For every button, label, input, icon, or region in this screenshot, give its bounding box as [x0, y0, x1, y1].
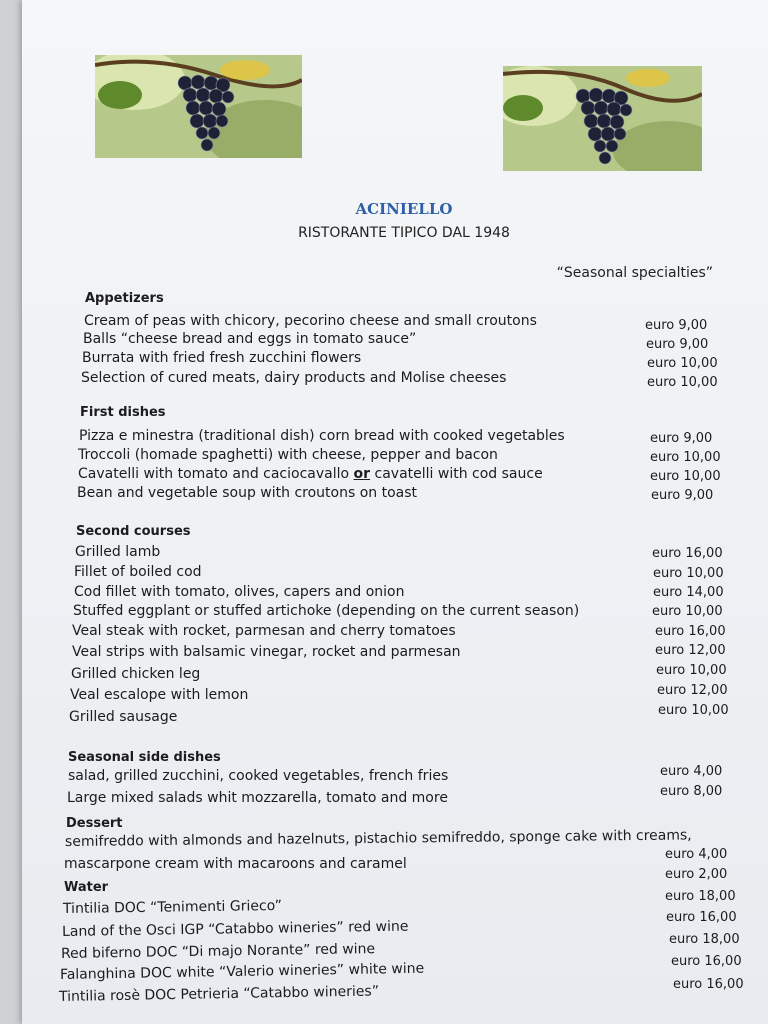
wine-item-price: euro 18,00: [669, 932, 740, 947]
menu-item-price: euro 8,00: [660, 784, 723, 799]
menu-item: Veal escalope with lemon: [70, 687, 249, 703]
section-heading-first-dishes: First dishes: [80, 405, 166, 420]
section-heading-dessert: Dessert: [66, 816, 123, 831]
menu-item-price: euro 12,00: [655, 643, 726, 658]
grapes-image-right: [503, 66, 702, 171]
wine-item-price: euro 16,00: [666, 910, 737, 925]
menu-item: salad, grilled zucchini, cooked vegetables, french fries: [68, 768, 449, 784]
menu-item-price: euro 2,00: [665, 867, 728, 882]
menu-item-price: euro 10,00: [656, 663, 727, 678]
wine-item: Land of the Osci IGP “Catabbo wineries” red wine: [61, 918, 409, 940]
menu-item-price: euro 9,00: [650, 431, 713, 446]
section-heading-second-courses: Second courses: [76, 524, 191, 539]
menu-item-price: euro 10,00: [653, 566, 724, 581]
wine-item: Red biferno DOC “Di majo Norante” red wine: [60, 941, 376, 962]
menu-item: Stuffed eggplant or stuffed artichoke (depending on the current season): [73, 603, 580, 619]
menu-item-price: euro 12,00: [657, 683, 728, 698]
wine-item-price: euro 18,00: [665, 889, 736, 904]
restaurant-name: ACINIELLO: [355, 200, 453, 218]
menu-item-text: Cavatelli with tomato and caciocavallo: [78, 466, 354, 482]
menu-item: Veal steak with rocket, parmesan and cherry tomatoes: [72, 623, 456, 639]
menu-item-price: euro 4,00: [660, 764, 723, 779]
menu-item-price: euro 10,00: [652, 604, 723, 619]
section-heading-water: Water: [64, 880, 109, 895]
seasonal-note: “Seasonal specialties”: [556, 265, 713, 281]
menu-item: Grilled chicken leg: [71, 666, 201, 682]
menu-item-price: euro 10,00: [650, 469, 721, 484]
menu-item: Veal strips with balsamic vinegar, rocket and parmesan: [72, 644, 461, 660]
menu-item-price: euro 9,00: [645, 318, 708, 333]
section-heading-appetizers: Appetizers: [85, 291, 164, 306]
menu-item: Bean and vegetable soup with croutons on toast: [77, 485, 417, 501]
menu-item-price: euro 10,00: [658, 703, 729, 718]
menu-item: Fillet of boiled cod: [74, 564, 202, 580]
wine-item: Tintilia rosè DOC Petrieria “Catabbo wineries”: [58, 983, 380, 1005]
menu-item: Selection of cured meats, dairy products and Molise cheeses: [81, 370, 507, 386]
menu-item: Balls “cheese bread and eggs in tomato sauce”: [83, 331, 417, 347]
menu-item: Cod fillet with tomato, olives, capers and onion: [74, 584, 405, 600]
section-heading-side-dishes: Seasonal side dishes: [68, 750, 221, 765]
menu-item-price: euro 4,00: [665, 847, 728, 862]
wine-item: Tintilia DOC “Tenimenti Grieco”: [62, 897, 283, 917]
menu-item-price: euro 10,00: [647, 375, 718, 390]
menu-item: Large mixed salads whit mozzarella, tomato and more: [67, 790, 448, 806]
menu-item: mascarpone cream with macaroons and caramel: [64, 856, 407, 872]
menu-item: Burrata with fried fresh zucchini flowers: [82, 350, 362, 366]
wine-item-price: euro 16,00: [671, 954, 742, 969]
menu-item: Grilled sausage: [69, 709, 178, 725]
menu-item-price: euro 16,00: [655, 624, 726, 639]
restaurant-tagline: RISTORANTE TIPICO DAL 1948: [298, 225, 510, 241]
wine-item: Falanghina DOC white “Valerio wineries” white wine: [59, 960, 425, 983]
menu-item-price: euro 9,00: [646, 337, 709, 352]
menu-item: Troccoli (homade spaghetti) with cheese, pepper and bacon: [78, 447, 498, 463]
menu-item-or: or: [353, 466, 371, 482]
menu-item-price: euro 16,00: [652, 546, 723, 561]
menu-item: Grilled lamb: [75, 544, 161, 560]
menu-item-price: euro 14,00: [653, 585, 724, 600]
grapes-image-left: [95, 55, 302, 158]
menu-item-text: cavatelli with cod sauce: [370, 466, 543, 482]
wine-item-price: euro 16,00: [673, 977, 744, 992]
menu-item-price: euro 10,00: [647, 356, 718, 371]
menu-item-price: euro 9,00: [651, 488, 714, 503]
menu-item: [78, 466, 543, 482]
menu-item: Pizza e minestra (traditional dish) corn bread with cooked vegetables: [79, 428, 565, 444]
menu-item: Cream of peas with chicory, pecorino cheese and small croutons: [84, 313, 537, 329]
menu-item: semifreddo with almonds and hazelnuts, pistachio semifreddo, sponge cake with creams,: [64, 827, 692, 850]
menu-item-price: euro 10,00: [650, 450, 721, 465]
